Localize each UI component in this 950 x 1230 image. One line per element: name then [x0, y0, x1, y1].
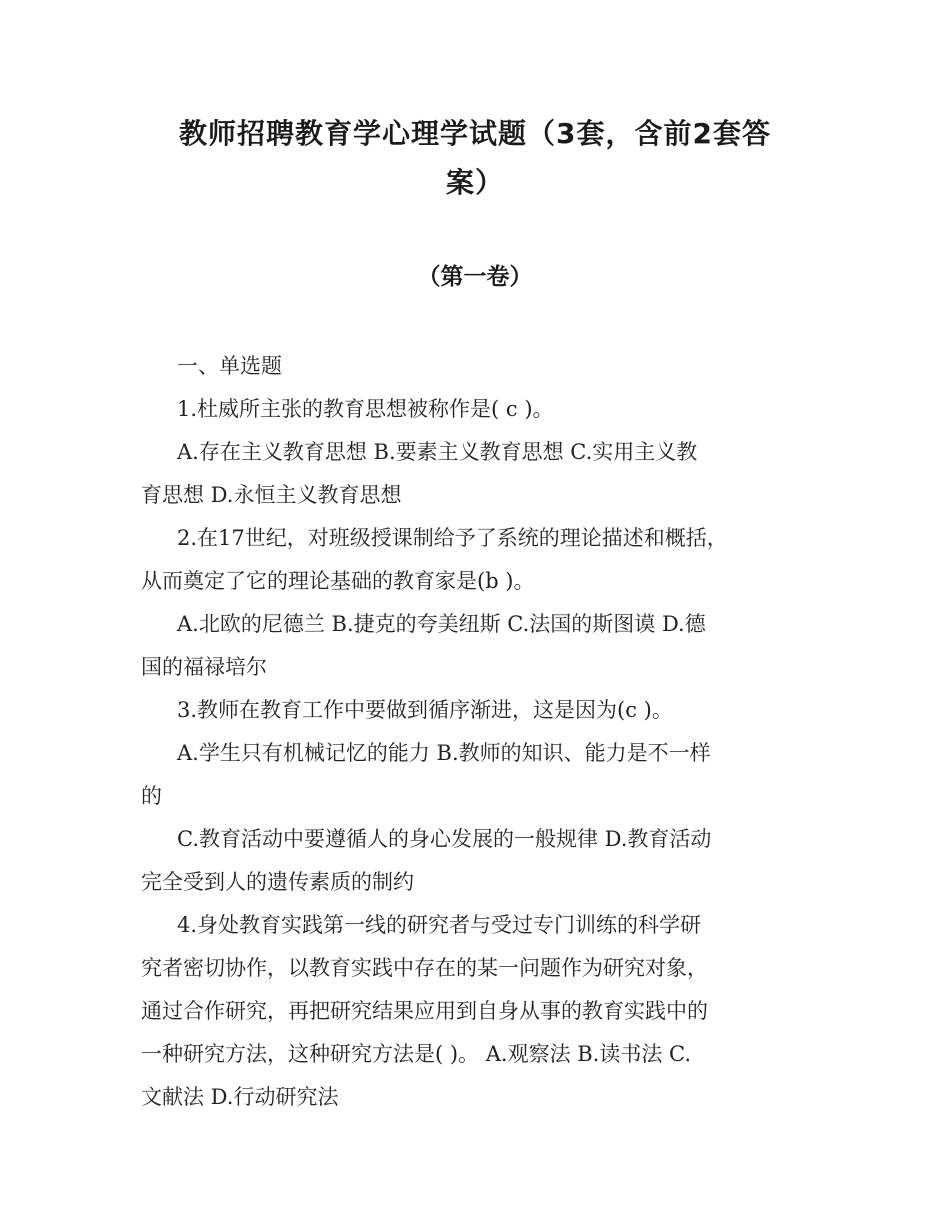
- section-heading: 一、单选题: [177, 354, 282, 378]
- question-1-stem: 1.杜威所主张的教育思想被称作是( c )。: [177, 397, 554, 421]
- question-4-options-cont: 文献法 D.行动研究法: [141, 1085, 339, 1109]
- question-4-stem: 4.身处教育实践第一线的研究者与受过专门训练的科学研: [177, 913, 702, 937]
- document-title-line-2: 案）: [445, 166, 504, 199]
- question-2-stem: 2.在17世纪，对班级授课制给予了系统的理论描述和概括，: [177, 526, 728, 550]
- question-4-stem-options: 一种研究方法，这种研究方法是( )。 A.观察法 B.读书法 C.: [141, 1042, 692, 1066]
- question-3-options-ab-cont: 的: [141, 784, 162, 808]
- question-4-stem-cont-2: 通过合作研究，再把研究结果应用到自身从事的教育实践中的: [141, 999, 708, 1023]
- question-2-options: A.北欧的尼德兰 B.捷克的夸美纽斯 C.法国的斯图谟 D.德: [177, 612, 706, 636]
- question-1-options-cont: 育思想 D.永恒主义教育思想: [141, 483, 402, 507]
- question-3-options-cd-cont: 完全受到人的遗传素质的制约: [141, 870, 414, 894]
- question-1-options: A.存在主义教育思想 B.要素主义教育思想 C.实用主义教: [177, 440, 698, 464]
- question-3-options-cd: C.教育活动中要遵循人的身心发展的一般规律 D.教育活动: [177, 827, 712, 851]
- document-title-line-1: 教师招聘教育学心理学试题（3套，含前2套答: [179, 117, 771, 150]
- question-3-options-ab: A.学生只有机械记忆的能力 B.教师的知识、能力是不一样: [177, 741, 711, 765]
- question-3-stem: 3.教师在教育工作中要做到循序渐进，这是因为(c )。: [177, 698, 673, 722]
- volume-title: （第一卷）: [417, 264, 533, 290]
- question-4-stem-cont-1: 究者密切协作，以教育实践中存在的某一问题作为研究对象，: [141, 956, 708, 980]
- question-2-stem-cont: 从而奠定了它的理论基础的教育家是(b )。: [141, 569, 535, 593]
- question-2-options-cont: 国的福禄培尔: [141, 655, 267, 679]
